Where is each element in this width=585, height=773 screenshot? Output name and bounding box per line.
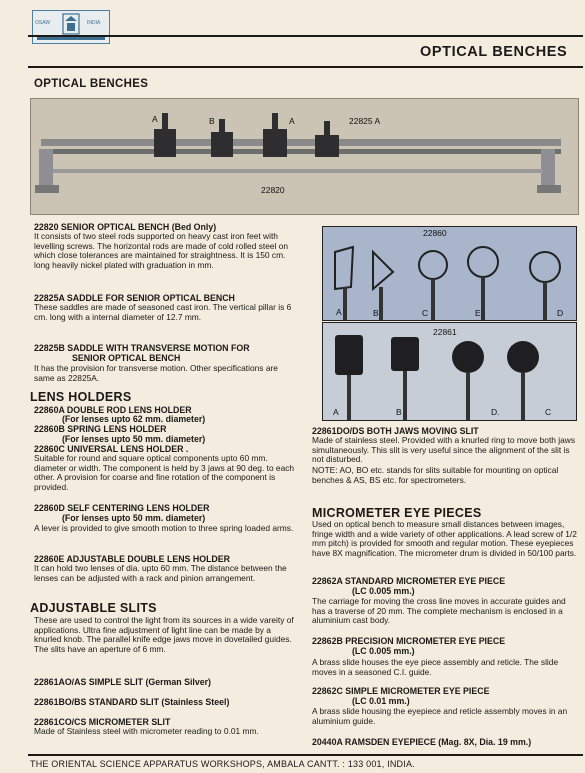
- photo2-label-b: B: [396, 407, 402, 417]
- bench-label-a2: A: [289, 116, 295, 126]
- item-22861do-text: Made of stainless steel. Provided with a knurled ring to move both jaws simultaneously. This slit is very useful since the alignment of the slit is not disturbed.: [312, 435, 576, 465]
- photo2-code: 22861: [433, 327, 457, 337]
- bench-label-b: B: [209, 116, 215, 126]
- footer-address: THE ORIENTAL SCIENCE APPARATUS WORKSHOPS, AMBALA CANTT. : 133 001, INDIA.: [30, 759, 415, 769]
- item-22862b-text: A brass slide houses the eye piece assembly and reticle. The slide moves in a seasoned C.I. guide.: [312, 657, 559, 677]
- item-22860d-text: A lever is provided to give smooth motion to three spring loaded arms.: [34, 523, 294, 533]
- photo1-label-d: D: [557, 308, 564, 318]
- item-22862c-title: 22862C SIMPLE MICROMETER EYE PIECE: [312, 686, 490, 696]
- photo2-label-a: A: [333, 407, 339, 417]
- photo1-label-a: A: [336, 307, 342, 317]
- photo1-label-e: E: [475, 308, 481, 318]
- item-22825a-title: 22825A SADDLE FOR SENIOR OPTICAL BENCH: [34, 293, 235, 303]
- item-22861ao: 22861AO/AS SIMPLE SLIT (German Silver): [34, 677, 211, 687]
- item-22861do-note: NOTE: AO, BO etc. stands for slits suitable for mounting on optical benches & AS, BS etc. for spectrometers.: [312, 465, 559, 485]
- section-title: OPTICAL BENCHES: [34, 78, 149, 90]
- item-22860c-text: Suitable for round and square optical components upto 60 mm. diameter or width. The component is held by 3 jaws at 90 deg. to each other. A provision for coarse and fine rotation of the component is provided.: [34, 453, 295, 492]
- optical-bench-photo: [30, 98, 579, 215]
- header-rule-left: [28, 35, 583, 37]
- item-22825b-sub: SENIOR OPTICAL BENCH: [72, 353, 181, 363]
- photo1-label-b: B: [373, 308, 379, 318]
- photo1-label-c: C: [422, 308, 429, 318]
- item-22825b-text: It has the provision for transverse motion. Other specifications are same as 22825A.: [34, 363, 278, 383]
- logo-emblem: [33, 11, 109, 43]
- slits-photo: [322, 322, 577, 421]
- item-22862a-title: 22862A STANDARD MICROMETER EYE PIECE: [312, 576, 506, 586]
- item-22820-text: It consists of two steel rods supported on heavy cast iron feet with levelling screws. The horizontal rods are made of cold rolled steel on which close tolerances are maintained for straightness. It is 150 cm. long heavily nickel plated with graduation in mm.: [34, 231, 289, 270]
- item-22860d-title: 22860D SELF CENTERING LENS HOLDER: [34, 503, 210, 513]
- item-22820-title: 22820 SENIOR OPTICAL BENCH (Bed Only): [34, 222, 217, 232]
- item-20440a: 20440A RAMSDEN EYEPIECE (Mag. 8X, Dia. 19 mm.): [312, 737, 532, 747]
- bench-code-top: 22825 A: [349, 116, 381, 126]
- logo-text-right: INDIA: [87, 20, 101, 26]
- bench-label-a1: A: [152, 114, 158, 124]
- micrometer-heading: MICROMETER EYE PIECES: [312, 506, 482, 520]
- adjustable-slits-heading: ADJUSTABLE SLITS: [30, 601, 157, 615]
- item-22860d-sub: (For lenses upto 50 mm. diameter): [62, 513, 206, 523]
- item-22862b-sub: (LC 0.005 mm.): [352, 646, 415, 656]
- item-22861do-title: 22861DO/DS BOTH JAWS MOVING SLIT: [312, 426, 479, 436]
- item-22862a-sub: (LC 0.005 mm.): [352, 586, 415, 596]
- footer-rule: [28, 754, 583, 756]
- item-22861bo: 22861BO/BS STANDARD SLIT (Stainless Steel): [34, 697, 230, 707]
- slits-illustration: [323, 323, 576, 420]
- bench-code-bottom: 22820: [261, 185, 285, 195]
- lens-holders-illustration: [323, 227, 576, 320]
- item-22860a-title: 22860A DOUBLE ROD LENS HOLDER: [34, 405, 192, 415]
- item-22862c-text: A brass slide housing the eyepiece and reticle assembly moves in an aluminium guide.: [312, 706, 568, 726]
- item-22825a-text: These saddles are made of seasoned cast iron. The vertical pillar is 6 cm. long with a internal diameter of 12.7 mm.: [34, 302, 292, 322]
- item-22860a-sub: (For lenses upto 62 mm. diameter): [62, 414, 206, 424]
- slits-text: These are used to control the light from its sources in a wide vareity of applications. Ultra fine adjustment of light line can be made by a knurled knob. The parallel knife edge jaws move in dovetailed guides. The slits have an aperture of 6 mm.: [34, 615, 294, 654]
- item-22860b-title: 22860B SPRING LENS HOLDER: [34, 424, 167, 434]
- lens-holders-heading: LENS HOLDERS: [30, 390, 132, 404]
- logo-text-left: OSAW: [35, 20, 51, 26]
- page-title: OPTICAL BENCHES: [420, 44, 568, 60]
- header-rule-bottom: [28, 66, 583, 68]
- item-22860e-text: It can hold two lenses of dia. upto 60 mm. The distance between the lenses can be adjusted with a rack and pinion arrangement.: [34, 563, 287, 583]
- micrometer-text: Used on optical bench to measure small distances between images, fringe width and a wide variety of other applications. A lead screw of 1/2 mm pitch) is provided for smooth and regular motion. These eyepieces have 8X magnification. The micrometer drum is divided in 50/100 parts.: [312, 519, 577, 558]
- item-22862b-title: 22862B PRECISION MICROMETER EYE PIECE: [312, 636, 506, 646]
- item-22860e-title: 22860E ADJUSTABLE DOUBLE LENS HOLDER: [34, 554, 231, 564]
- item-22860b-sub: (For lenses upto 50 mm. diameter): [62, 434, 206, 444]
- lens-holders-photo: [322, 226, 577, 321]
- item-22860c-title: 22860C UNIVERSAL LENS HOLDER .: [34, 444, 189, 454]
- item-22825b-title: 22825B SADDLE WITH TRANSVERSE MOTION FOR: [34, 343, 250, 353]
- item-22862a-text: The carriage for moving the cross line moves in accurate guides and has a traverse of 20 mm. The complete mechanism is enclosed in a aluminium cast body.: [312, 596, 566, 626]
- optical-bench-illustration: [31, 99, 578, 214]
- photo2-label-d: D.: [491, 407, 500, 417]
- photo2-label-c: C: [545, 407, 552, 417]
- item-22862c-sub: (LC 0.01 mm.): [352, 696, 410, 706]
- item-22861co-text: Made of Stainless steel with micrometer reading to 0.01 mm.: [34, 726, 259, 736]
- company-logo: [32, 10, 110, 44]
- photo1-code: 22860: [423, 228, 447, 238]
- item-22861co-title: 22861CO/CS MICROMETER SLIT: [34, 717, 171, 727]
